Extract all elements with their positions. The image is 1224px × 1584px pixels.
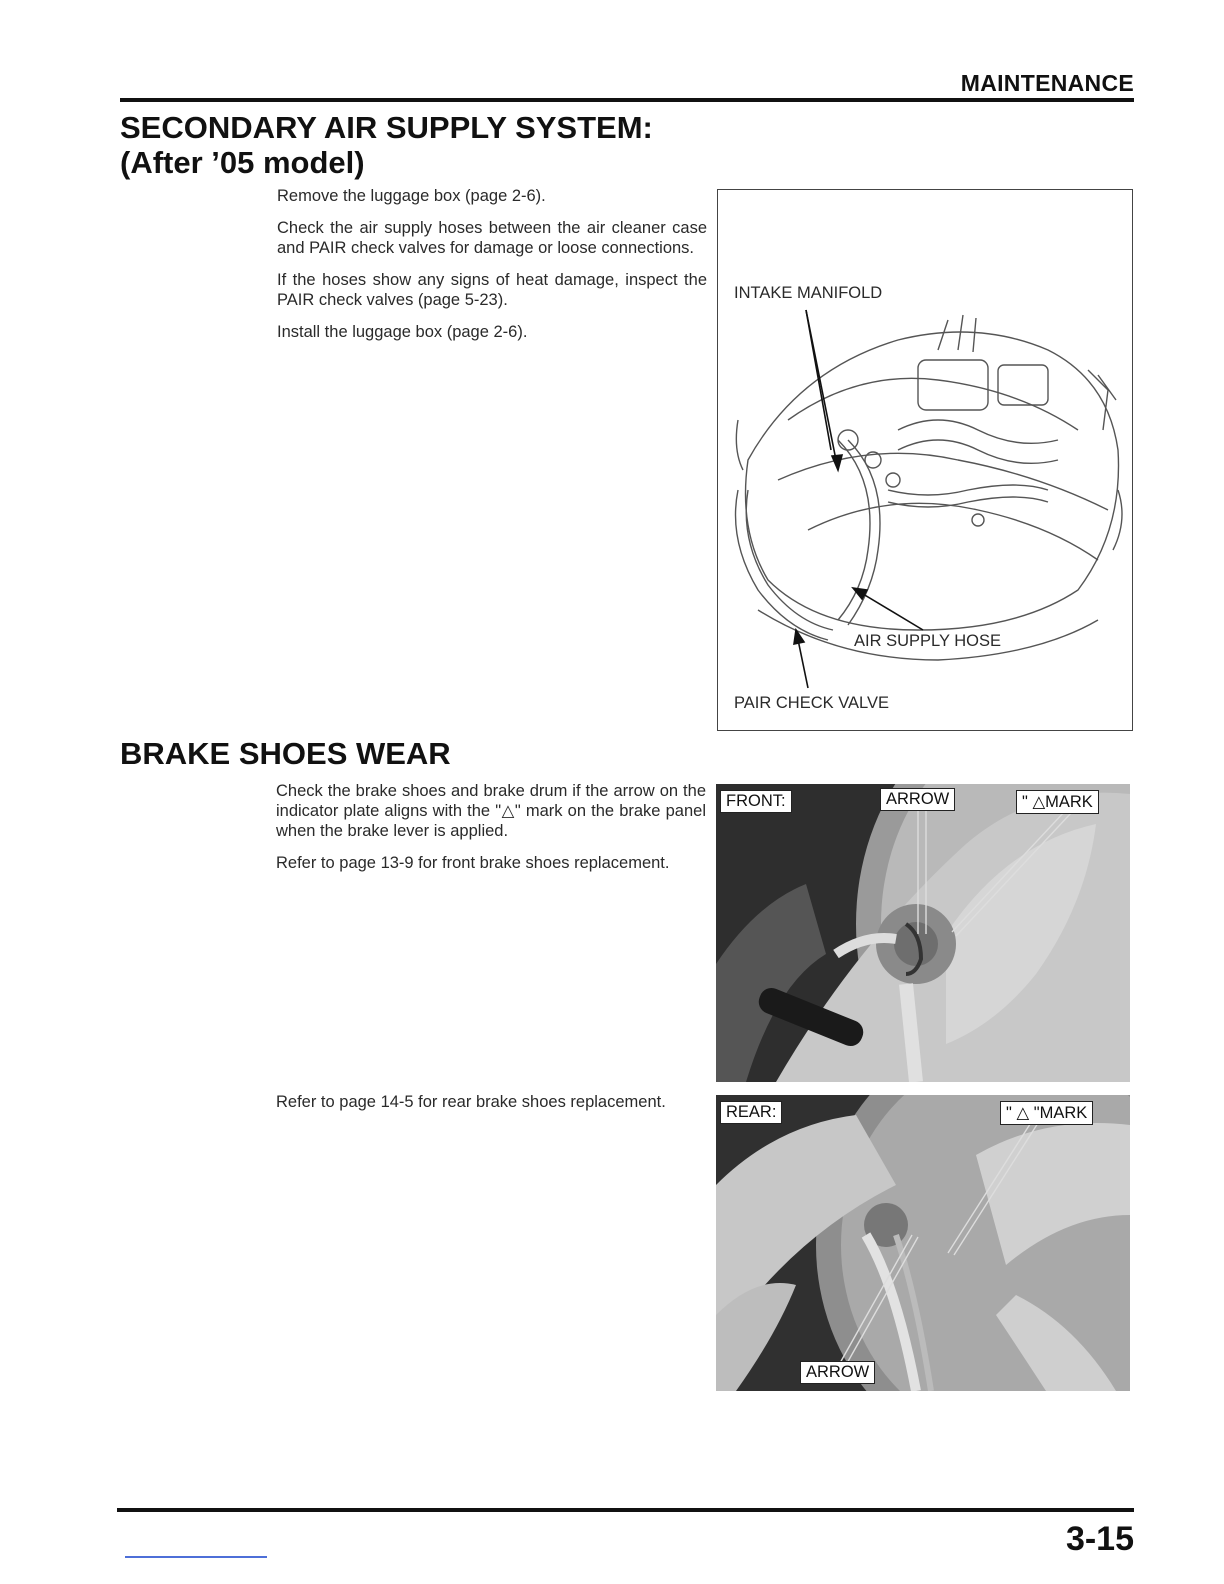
rear-photo-label: REAR: <box>720 1101 782 1124</box>
label-air-supply-hose: AIR SUPPLY HOSE <box>854 632 1002 650</box>
rear-brake-photo <box>716 1095 1130 1391</box>
running-header: MAINTENANCE <box>960 70 1134 96</box>
secondary-air-body <box>277 186 707 354</box>
rear-wheel-illustration <box>716 1095 1130 1391</box>
front-arrow-tag: ARROW <box>880 788 955 811</box>
link-underline <box>125 1556 267 1558</box>
air-supply-figure <box>717 189 1133 731</box>
header-rule <box>120 98 1134 102</box>
rear-brake-paragraph: Refer to page 14-5 for rear brake shoes replacement. <box>276 1093 666 1111</box>
paragraph: Install the luggage box (page 2-6). <box>277 323 528 341</box>
label-pair-check-valve: PAIR CHECK VALVE <box>734 694 889 712</box>
front-mark-tag: " △MARK <box>1016 790 1099 814</box>
front-photo-label: FRONT: <box>720 790 792 813</box>
page-number: 3-15 <box>1065 1520 1134 1558</box>
paragraph: Remove the luggage box (page 2-6). <box>277 187 546 205</box>
paragraph: Check the brake shoes and brake drum if the arrow on the indicator plate aligns with the "△" mark on the brake panel when the brake lever is applied. <box>276 782 706 840</box>
front-wheel-illustration <box>716 784 1130 1082</box>
front-brake-photo <box>716 784 1130 1082</box>
rear-arrow-tag: ARROW <box>800 1361 875 1384</box>
label-intake-manifold: INTAKE MANIFOLD <box>734 284 883 302</box>
section-title-secondary-air <box>120 110 653 180</box>
rear-mark-tag: " △ "MARK <box>1000 1101 1093 1125</box>
section-title-line2: (After ’05 model) <box>120 145 365 180</box>
paragraph: Refer to page 13-9 for front brake shoes replacement. <box>276 854 670 872</box>
footer-rule <box>117 1508 1134 1512</box>
section-title-brake-shoes: BRAKE SHOES WEAR <box>120 736 451 771</box>
section-title-line1: SECONDARY AIR SUPPLY SYSTEM: <box>120 110 653 145</box>
brake-shoes-body <box>276 781 706 885</box>
paragraph: Check the air supply hoses between the air cleaner case and PAIR check valves for damage or loose connections. <box>277 219 707 257</box>
paragraph: If the hoses show any signs of heat damage, inspect the PAIR check valves (page 5-23). <box>277 271 707 309</box>
